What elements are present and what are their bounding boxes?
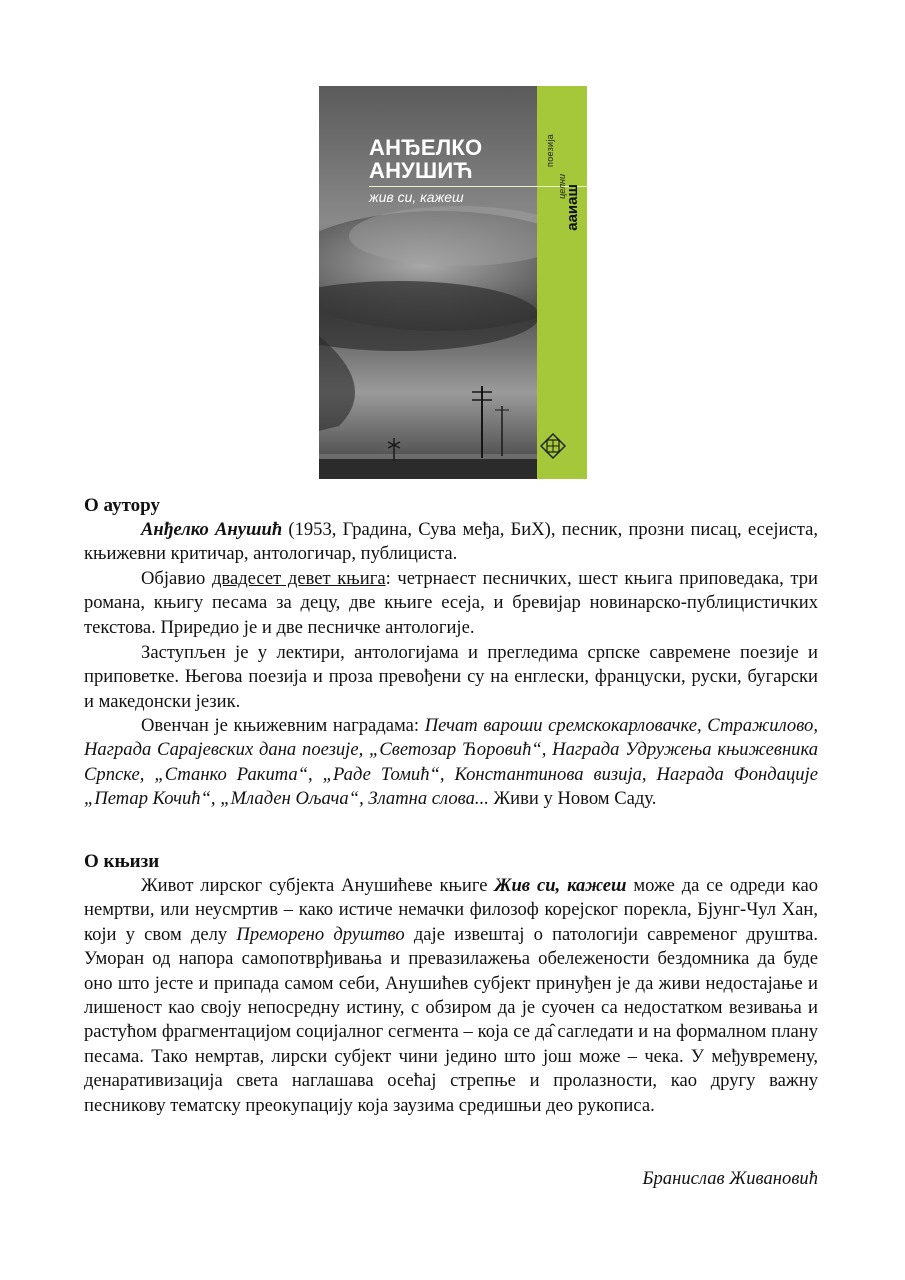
author-p2-lead: Објавио	[141, 568, 212, 589]
author-p2-rest: : четрнаест песничких, шест књига приповедака, три романа, књигу песама за децу, две књиге есеја, и бревијар новинарско-публицистичких текстова. Приредио је и две песничке антологије.	[84, 568, 818, 638]
awards-lead: Овенчан је књижевним наградама:	[141, 715, 425, 736]
cover-title: жив си, кажеш	[369, 189, 464, 205]
author-paragraph-2	[84, 567, 818, 640]
author-bio: (1953, Градина, Сува међа, БиХ), песник, прозни писац, есејиста, књижевни критичар, антологичар, публициста.	[84, 519, 819, 565]
cover-author-first: АНЂЕЛКО	[369, 135, 483, 160]
review-signature: Бранислав Живановић	[642, 1168, 818, 1189]
author-residence: Живи у Новом Саду.	[488, 788, 657, 810]
book-paragraph	[84, 874, 818, 1118]
cover-series-label: поезија	[545, 134, 555, 167]
awards-list: Печат вароши сремскокарловачке, Стражилово, Награда Сарајевских дана поезије, „Светозар Ћоровић“, Награда Удружења књижевника Српске, „Станко Ракита“, „Раде Томић“, Константинова визија, Награда Фондације „Петар Кочић“, „Младен Ољача“, Златна слова...	[84, 715, 818, 810]
book-title: Жив си, кажеш	[494, 875, 627, 896]
author-name: Анђелко Анушић	[141, 519, 283, 540]
publisher-logo-icon	[540, 433, 566, 459]
cover-series-mark: ааиаш	[564, 184, 581, 231]
cover-series-sublabel: целни	[557, 174, 567, 199]
cover-author-last: АНУШИЋ	[369, 158, 473, 183]
about-book-heading: О књизи	[84, 851, 160, 872]
book-p-part1: Живот лирског субјекта Анушићеве књиге	[141, 875, 495, 896]
book-p-part3: даје извештај о патологији савременог друштва. Уморан од напора самопотврђивања и превазилажења обележености бездомника да буде оно што јесте и припада самом себи, Анушићев субјект принуђен је да живи недостајање и лишеност као своју непосредну истину, с обзиром да је суочен са недостатком везивања и растућом фрагментацијом социјалног сегмента – која се да̂ сагледати и на формалном плану песама. Тако немртав, лирски субјект чини једино што још може – чека. У међувремену, денаративизација света наглашава осећај стрепње и пролазности, као другу важну песникову тематску преокупацију која заузима средишњи део рукописа.	[84, 923, 818, 1116]
book-p-part2: може да се одреди као немртви, или неусмртив – како истиче немачки филозоф корејског порекла, Бјунг-Чул Хан, који у свом делу	[84, 875, 818, 945]
author-paragraph-3: Заступљен је у лектири, антологијама и прегледима српске савремене поезије и приповетке. Његова поезија и проза превођени су на енглески, француски, руски, бугарски и македонски језик.	[84, 642, 818, 712]
cover-author	[369, 136, 482, 182]
author-paragraph-1	[84, 518, 818, 567]
author-paragraph-4	[84, 714, 818, 812]
book-cover	[319, 86, 587, 479]
about-author-heading: О аутору	[84, 495, 160, 516]
work-title: Преморено друштво	[236, 923, 405, 945]
cover-divider	[369, 186, 587, 187]
books-count-link[interactable]: двадесет девет књига	[211, 568, 386, 589]
